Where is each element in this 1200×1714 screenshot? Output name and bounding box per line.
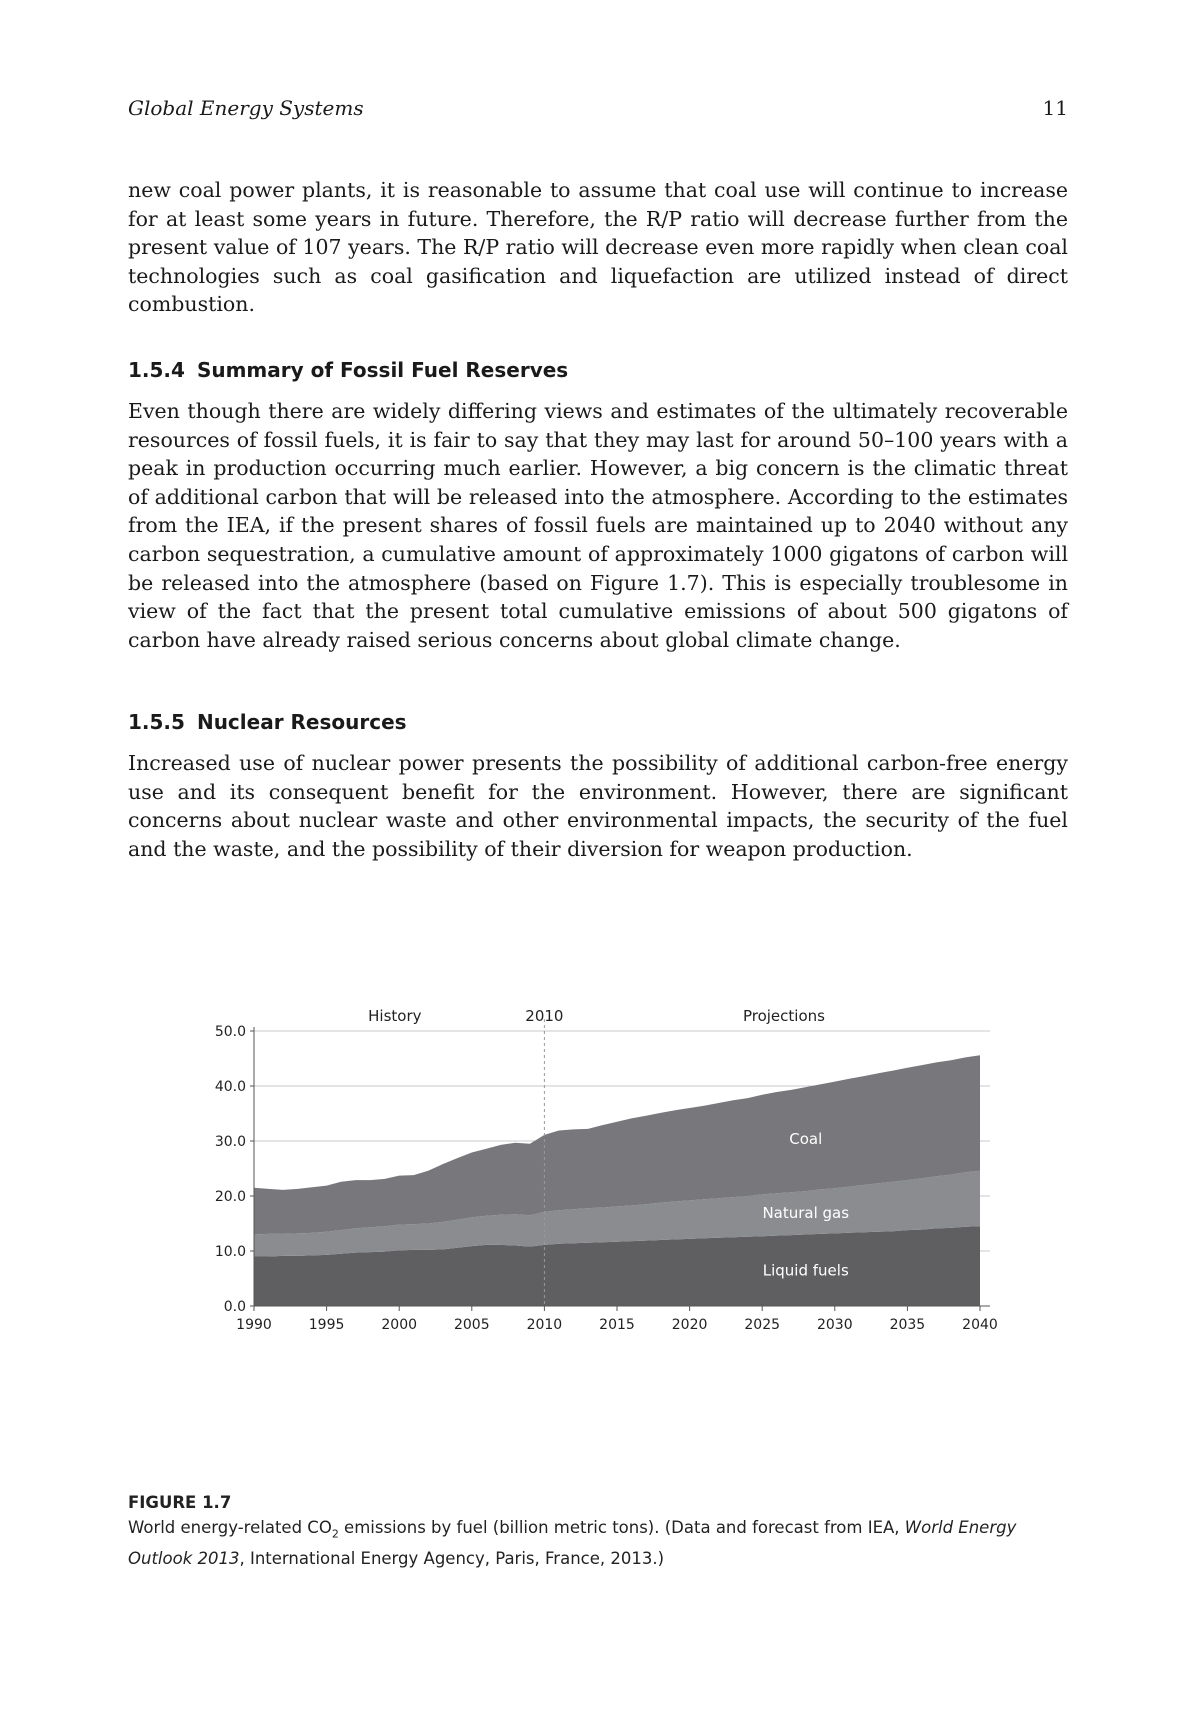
y-tick-label: 50.0 bbox=[214, 1024, 246, 1040]
x-tick-label: 2005 bbox=[453, 1317, 490, 1333]
x-tick-label: 2040 bbox=[962, 1317, 998, 1333]
y-tick-label: 30.0 bbox=[214, 1134, 246, 1150]
x-tick-label: 2030 bbox=[816, 1317, 853, 1333]
paragraph-coal-continuation bbox=[128, 176, 1068, 319]
paragraph-fossil-reserves bbox=[128, 397, 1068, 654]
series-label: Coal bbox=[789, 1130, 823, 1149]
figure-caption bbox=[128, 1490, 1068, 1571]
section-number: 1.5.4 bbox=[128, 358, 185, 382]
caption-source-title: World Energy Outlook 2013 bbox=[128, 1518, 1017, 1569]
annotation-divider-year: 2010 bbox=[525, 1007, 564, 1025]
running-title: Global Energy Systems bbox=[128, 96, 364, 120]
co2-emissions-area-chart bbox=[180, 990, 1000, 1465]
y-tick-label: 20.0 bbox=[214, 1189, 246, 1205]
section-title: Nuclear Resources bbox=[196, 710, 407, 734]
section-heading-1-5-5 bbox=[128, 710, 407, 734]
x-tick-label: 2015 bbox=[599, 1317, 635, 1333]
paragraph-text: new coal power plants, it is reasonable to assume that coal use will continue to increase for at least some years in future. Therefore, the R/P ratio will decrease further from the present value of 107 years. The R/P ratio will decrease even more rapidly when clean coal technologies such as coal gasification and liquefaction are utilized instead of direct combustion. bbox=[128, 178, 1068, 317]
x-tick-label: 2010 bbox=[526, 1317, 563, 1333]
series-label: Liquid fuels bbox=[762, 1261, 849, 1280]
caption-subscript: 2 bbox=[331, 1527, 339, 1541]
figure-1-7-chart bbox=[180, 990, 1000, 1465]
figure-label: FIGURE 1.7 bbox=[128, 1493, 232, 1512]
annotation-history: History bbox=[368, 1007, 422, 1025]
annotation-projections: Projections bbox=[742, 1007, 825, 1025]
y-tick-label: 0.0 bbox=[223, 1299, 246, 1315]
caption-text-b: emissions by fuel (billion metric tons). (Data and forecast from IEA, bbox=[338, 1518, 905, 1537]
paragraph-text: Even though there are widely differing views and estimates of the ultimately recoverable resources of fossil fuels, it is fair to say that they may last for around 50–100 years with a peak in production occurring much earlier. However, a big concern is the climatic threat of additional carbon that will be released into the atmosphere. According to the estimates from the IEA, if the present shares of fossil fuels are maintained up to 2040 without any carbon sequestration, a cumulative amount of approximately 1000 gigatons of carbon will be released into the atmosphere (based on Figure 1.7). This is especially troublesome in view of the fact that the present total cumulative emissions of about 500 gigatons of carbon have already raised serious concerns about global climate change. bbox=[128, 399, 1068, 652]
section-number: 1.5.5 bbox=[128, 710, 185, 734]
caption-text-c: , International Energy Agency, Paris, France, 2013.) bbox=[239, 1549, 665, 1569]
x-tick-label: 1995 bbox=[308, 1317, 345, 1333]
series-label: Natural gas bbox=[762, 1203, 850, 1222]
section-title: Summary of Fossil Fuel Reserves bbox=[196, 358, 569, 382]
caption-text-a: World energy-related CO bbox=[128, 1518, 332, 1537]
paragraph-text: Increased use of nuclear power presents the possibility of additional carbon-free energy use and its consequent benefit for the environment. However, there are significant concerns about nuclear waste and other environmental impacts, the security of the fuel and the waste, and the possibility of their diversion for weapon production. bbox=[128, 751, 1068, 861]
section-heading-1-5-4 bbox=[128, 358, 568, 382]
running-head bbox=[128, 96, 1068, 120]
page-number: 11 bbox=[1042, 96, 1068, 120]
x-tick-label: 2035 bbox=[889, 1317, 926, 1333]
x-tick-label: 2025 bbox=[744, 1317, 781, 1333]
paragraph-nuclear bbox=[128, 749, 1068, 863]
y-tick-label: 40.0 bbox=[214, 1079, 246, 1095]
y-tick-label: 10.0 bbox=[214, 1244, 246, 1260]
x-tick-label: 2020 bbox=[671, 1317, 708, 1333]
x-tick-label: 1990 bbox=[236, 1317, 272, 1333]
x-tick-label: 2000 bbox=[381, 1317, 418, 1333]
